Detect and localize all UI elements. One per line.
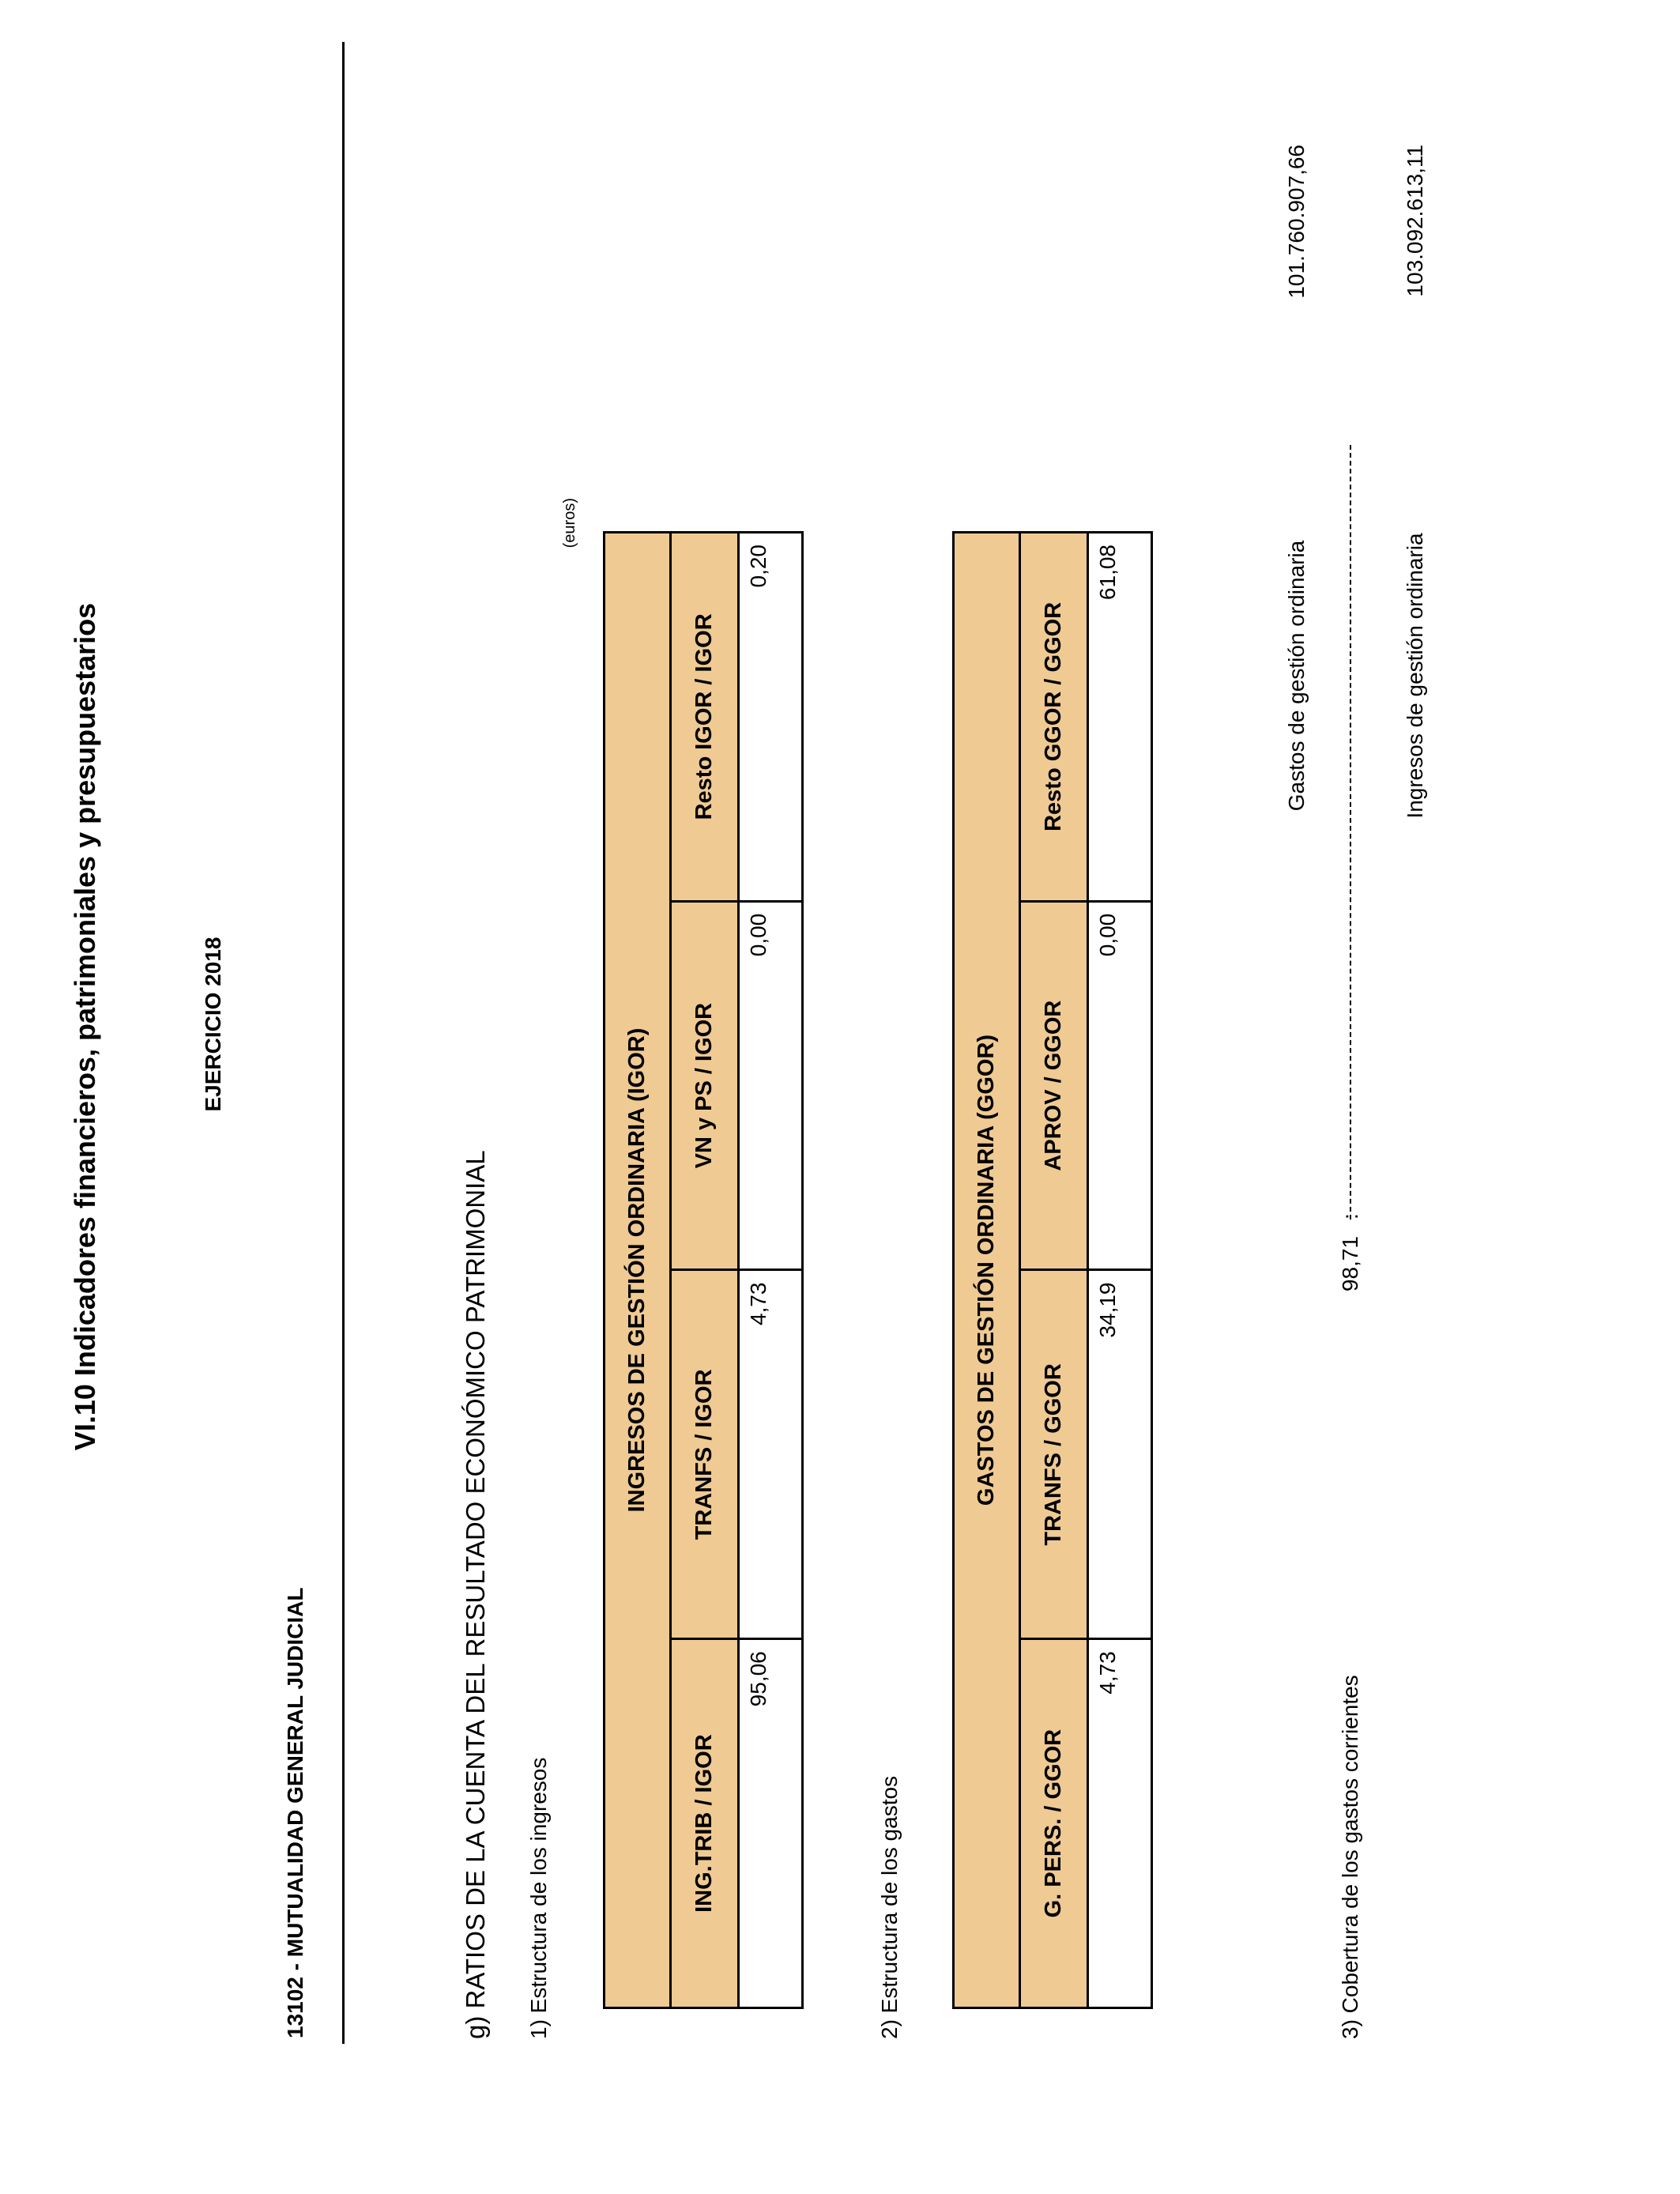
gastos-col-header: TRANFS / GGOR <box>1020 1270 1088 1639</box>
gastos-subtitle: 2) Estructura de los gastos <box>877 1775 902 2039</box>
header-divider <box>342 42 345 2044</box>
ingresos-subtitle: 1) Estructura de los ingresos <box>526 1757 551 2039</box>
ingresos-value: 4,73 <box>739 1270 803 1639</box>
gastos-value: 61,08 <box>1088 533 1152 902</box>
cobertura-label: 3) Cobertura de los gastos corrientes <box>1338 1675 1362 2039</box>
gastos-col-header: Resto GGOR / GGOR <box>1020 533 1088 902</box>
ingresos-col-header: TRANFS / IGOR <box>671 1270 739 1639</box>
gastos-value: 4,73 <box>1088 1639 1152 2008</box>
numerator-value: 101.760.907,66 <box>1284 145 1309 299</box>
ingresos-table-title: INGRESOS DE GESTIÓN ORDINARIA (IGOR) <box>605 533 671 2008</box>
ingresos-table <box>603 531 804 2009</box>
ingresos-col-header: ING.TRIB / IGOR <box>671 1639 739 2008</box>
gastos-col-header: APROV / GGOR <box>1020 901 1088 1270</box>
ingresos-value: 95,06 <box>739 1639 803 2008</box>
page-title: VI.10 Indicadores financieros, patrimoniales y presupuestarios <box>69 602 101 1451</box>
ingresos-value: 0,00 <box>739 901 803 1270</box>
gastos-col-header: G. PERS. / GGOR <box>1020 1639 1088 2008</box>
denominator-value: 103.092.613,11 <box>1403 145 1427 297</box>
gastos-value: 0,00 <box>1088 901 1152 1270</box>
cobertura-colon: : <box>1338 1213 1362 1220</box>
entity-name: 13102 - MUTUALIDAD GENERAL JUDICIAL <box>283 1587 307 2038</box>
numerator-label: Gastos de gestión ordinaria <box>1284 540 1309 812</box>
gastos-table-title: GASTOS DE GESTIÓN ORDINARIA (GGOR) <box>954 533 1020 2008</box>
unit-label: (euros) <box>561 498 578 548</box>
section-title: g) RATIOS DE LA CUENTA DEL RESULTADO ECONÓMICO PATRIMONIAL <box>461 1150 490 2039</box>
fraction-line <box>1350 445 1351 1220</box>
denominator-label: Ingresos de gestión ordinaria <box>1403 533 1427 819</box>
fiscal-year: EJERCICIO 2018 <box>201 937 225 1112</box>
ingresos-col-header: Resto IGOR / IGOR <box>671 533 739 902</box>
gastos-table <box>952 531 1153 2009</box>
ingresos-value: 0,20 <box>739 533 803 902</box>
cobertura-value: 98,71 <box>1338 1236 1362 1292</box>
gastos-value: 34,19 <box>1088 1270 1152 1639</box>
ingresos-col-header: VN y PS / IGOR <box>671 901 739 1270</box>
